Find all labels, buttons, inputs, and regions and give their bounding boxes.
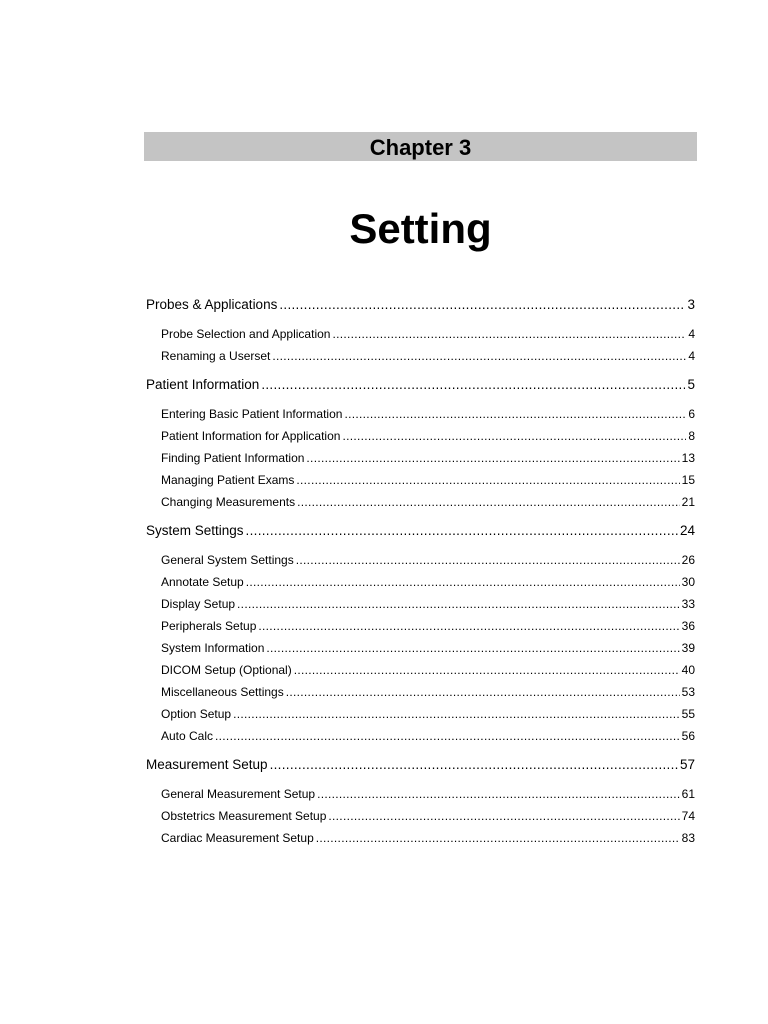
toc-dot-leader xyxy=(246,575,680,589)
toc-dot-leader xyxy=(297,495,680,509)
toc-subsection-entry[interactable] xyxy=(161,641,695,657)
toc-dot-leader xyxy=(261,377,685,392)
toc-entry-title: DICOM Setup (Optional) xyxy=(161,663,292,677)
toc-subsection-entry[interactable] xyxy=(161,685,695,701)
toc-entry-title: Miscellaneous Settings xyxy=(161,685,284,699)
toc-dot-leader xyxy=(237,597,680,611)
toc-subsection-entry[interactable] xyxy=(161,729,695,745)
toc-subsection-entry[interactable] xyxy=(161,575,695,591)
toc-page-number: 3 xyxy=(687,297,695,312)
page-title: Setting xyxy=(349,205,492,252)
toc-dot-leader xyxy=(266,641,679,655)
toc-subsection-entry[interactable] xyxy=(161,809,695,825)
toc-subsection-entry[interactable] xyxy=(161,707,695,723)
toc-entry-title: Peripherals Setup xyxy=(161,619,257,633)
toc-entry-title: Finding Patient Information xyxy=(161,451,305,465)
toc-section-entry[interactable] xyxy=(146,757,695,775)
toc-entry-title: Probe Selection and Application xyxy=(161,327,331,341)
toc-dot-leader xyxy=(294,663,680,677)
toc-subsection-entry[interactable] xyxy=(161,429,695,445)
toc-page-number: 33 xyxy=(681,597,695,611)
toc-dot-leader xyxy=(344,407,686,421)
toc-subsection-entry[interactable] xyxy=(161,495,695,511)
toc-entry-title: Measurement Setup xyxy=(146,757,268,772)
toc-dot-leader xyxy=(270,757,678,772)
toc-subsection-entry[interactable] xyxy=(161,407,695,423)
toc-dot-leader xyxy=(296,553,680,567)
toc-page-number: 53 xyxy=(681,685,695,699)
toc-entry-title: Probes & Applications xyxy=(146,297,278,312)
toc-page-number: 8 xyxy=(688,429,695,443)
toc-subsection-entry[interactable] xyxy=(161,831,695,847)
toc-dot-leader xyxy=(296,473,679,487)
toc-page-number: 36 xyxy=(681,619,695,633)
toc-entry-title: Entering Basic Patient Information xyxy=(161,407,343,421)
toc-page-number: 83 xyxy=(681,831,695,845)
toc-page-number: 26 xyxy=(681,553,695,567)
toc-entry-title: Patient Information xyxy=(146,377,260,392)
toc-page-number: 56 xyxy=(681,729,695,743)
toc-dot-leader xyxy=(316,831,680,845)
toc-page-number: 55 xyxy=(681,707,695,721)
toc-dot-leader xyxy=(317,787,680,801)
toc-page-number: 21 xyxy=(681,495,695,509)
toc-subsection-entry[interactable] xyxy=(161,349,695,365)
toc-entry-title: Patient Information for Application xyxy=(161,429,341,443)
toc-dot-leader xyxy=(215,729,680,743)
toc-page-number: 40 xyxy=(681,663,695,677)
toc-entry-title: Managing Patient Exams xyxy=(161,473,295,487)
toc-entry-title: Obstetrics Measurement Setup xyxy=(161,809,327,823)
toc-page-number: 5 xyxy=(687,377,695,392)
toc-dot-leader xyxy=(246,523,678,538)
toc-page-number: 74 xyxy=(681,809,695,823)
toc-dot-leader xyxy=(342,429,686,443)
toc-entry-title: System Information xyxy=(161,641,265,655)
toc-entry-title: Cardiac Measurement Setup xyxy=(161,831,314,845)
toc-page-number: 30 xyxy=(681,575,695,589)
toc-dot-leader xyxy=(328,809,679,823)
toc-section-entry[interactable] xyxy=(146,377,695,395)
toc-entry-title: Renaming a Userset xyxy=(161,349,271,363)
toc-section-entry[interactable] xyxy=(146,297,695,315)
toc-dot-leader xyxy=(332,327,686,341)
toc-page-number: 4 xyxy=(688,349,695,363)
toc-entry-title: General Measurement Setup xyxy=(161,787,316,801)
toc-dot-leader xyxy=(279,297,685,312)
toc-subsection-entry[interactable] xyxy=(161,787,695,803)
toc-section-entry[interactable] xyxy=(146,523,695,541)
toc-subsection-entry[interactable] xyxy=(161,451,695,467)
toc-dot-leader xyxy=(272,349,686,363)
toc-entry-title: System Settings xyxy=(146,523,244,538)
chapter-label: Chapter 3 xyxy=(369,134,472,160)
toc-entry-title: General System Settings xyxy=(161,553,294,567)
toc-page-number: 39 xyxy=(681,641,695,655)
toc-page-number: 13 xyxy=(681,451,695,465)
toc-subsection-entry[interactable] xyxy=(161,553,695,569)
toc-page-number: 15 xyxy=(681,473,695,487)
toc-entry-title: Display Setup xyxy=(161,597,236,611)
toc-subsection-entry[interactable] xyxy=(161,619,695,635)
toc-dot-leader xyxy=(286,685,680,699)
toc-page-number: 61 xyxy=(681,787,695,801)
toc-dot-leader xyxy=(233,707,680,721)
table-of-contents xyxy=(146,0,695,1024)
toc-entry-title: Annotate Setup xyxy=(161,575,244,589)
toc-subsection-entry[interactable] xyxy=(161,327,695,343)
toc-entry-title: Changing Measurements xyxy=(161,495,296,509)
toc-dot-leader xyxy=(306,451,679,465)
toc-entry-title: Option Setup xyxy=(161,707,232,721)
toc-dot-leader xyxy=(258,619,679,633)
toc-page-number: 4 xyxy=(688,327,695,341)
toc-subsection-entry[interactable] xyxy=(161,597,695,613)
toc-subsection-entry[interactable] xyxy=(161,473,695,489)
toc-page-number: 57 xyxy=(679,757,695,772)
toc-page-number: 24 xyxy=(679,523,695,538)
toc-page-number: 6 xyxy=(688,407,695,421)
toc-entry-title: Auto Calc xyxy=(161,729,214,743)
toc-subsection-entry[interactable] xyxy=(161,663,695,679)
